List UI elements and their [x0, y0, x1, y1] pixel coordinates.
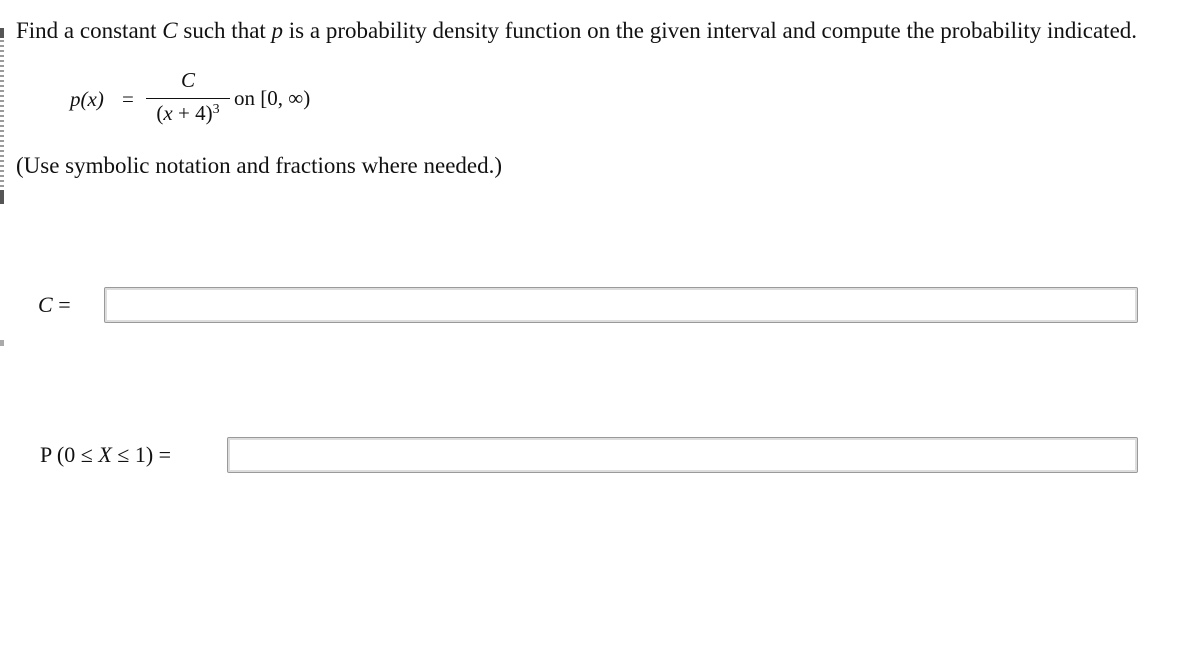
c-answer-label: [38, 290, 71, 320]
formula-fraction: [144, 68, 232, 130]
formula-denominator: [144, 101, 232, 126]
c-answer-input[interactable]: [104, 287, 1138, 323]
edge-mark: [0, 40, 4, 190]
density-formula: [70, 68, 370, 130]
p-label-var: X: [98, 442, 112, 467]
denominator-exponent: 3: [212, 102, 220, 117]
denominator-var: x: [163, 101, 173, 125]
denominator-rest: + 4): [172, 101, 213, 125]
probability-answer-label: [40, 440, 171, 470]
question-middle: such that: [177, 18, 272, 43]
question-prefix: Find a constant: [16, 18, 163, 43]
formula-lhs: p(x): [70, 87, 104, 111]
fraction-bar: [146, 98, 230, 99]
edge-mark: [0, 190, 4, 204]
question-suffix: is a probability density function on the given interval and compute the probability indicated.: [283, 18, 1138, 43]
formula-equals: =: [122, 87, 134, 111]
c-label-eq: =: [52, 292, 71, 317]
formula-numerator: C: [180, 68, 195, 92]
p-label-close: ≤ 1) =: [111, 442, 172, 467]
left-edge-marks: [0, 0, 4, 670]
question-var-c: C: [162, 18, 178, 43]
formula-interval: on [0, ∞): [234, 86, 311, 110]
p-label-open: P (0 ≤: [40, 442, 99, 467]
question-var-p: p: [271, 18, 284, 43]
instruction-note: (Use symbolic notation and fractions where needed.): [16, 153, 503, 178]
denominator-open: (: [156, 101, 164, 125]
question-text: [16, 16, 1137, 46]
edge-mark: [0, 340, 4, 346]
edge-mark: [0, 28, 4, 38]
probability-answer-input[interactable]: [227, 437, 1138, 473]
c-label-var: C: [38, 292, 53, 317]
